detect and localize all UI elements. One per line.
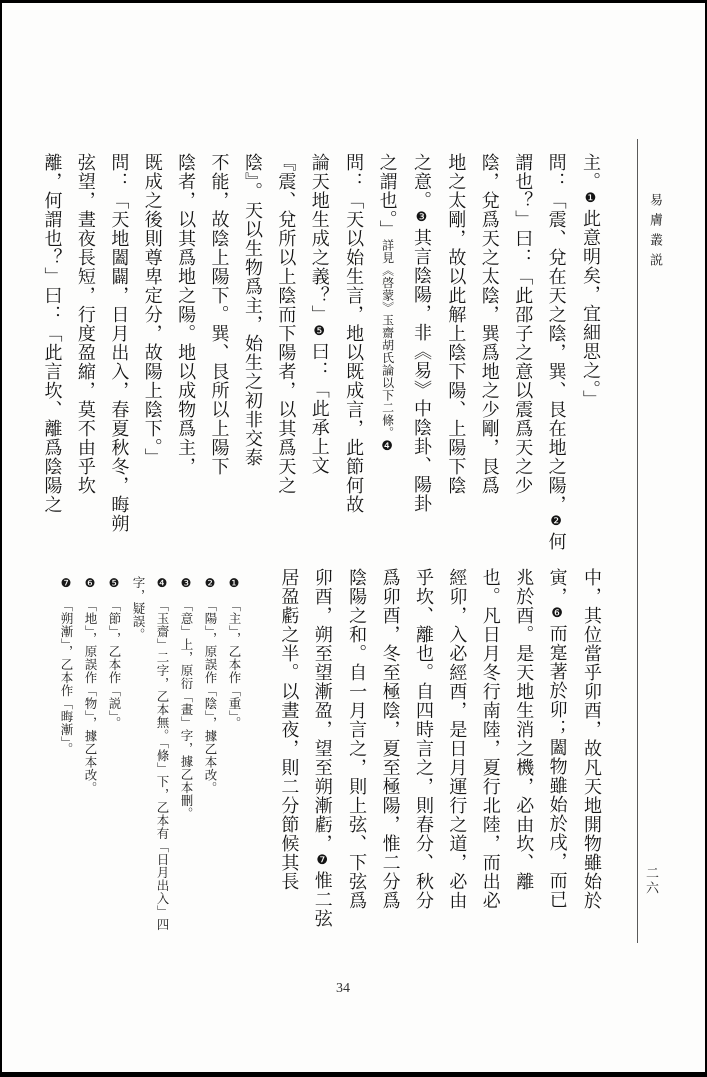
text-column	[222, 576, 246, 948]
text-run: 何	[546, 532, 567, 551]
note-marker: ❹	[155, 576, 169, 590]
text-run: 論天地生成之義？」	[309, 153, 330, 324]
text-run: 而寔著於卯；闔物雖始於戌，而已	[547, 624, 568, 909]
note-marker: ❼	[59, 576, 73, 590]
text-column	[135, 153, 168, 557]
note-marker: ❹	[380, 439, 396, 454]
text-run: 陰陽之和。自一月言之，則上弦、下弦爲	[347, 568, 368, 910]
margin-rule	[637, 139, 638, 943]
note-marker: ❻	[550, 606, 566, 621]
text-column	[302, 153, 336, 557]
text-run: 乎坎、離也。自四時言之，則春分、秋分	[413, 568, 434, 910]
text-run: 弦望，晝夜長短，行度盈縮，莫不由乎坎	[75, 153, 96, 495]
text-column	[198, 576, 222, 948]
text-column	[574, 153, 608, 557]
text-column	[69, 153, 102, 557]
text-run: 兆於酉。是天地生消之機，必由坎、離	[514, 568, 535, 891]
text-column	[506, 153, 539, 557]
text-column	[78, 576, 102, 948]
text-column	[272, 568, 305, 948]
inline-commentary: 詳見《啓蒙》玉齋胡氏論以下二條。	[380, 239, 395, 439]
text-column	[202, 153, 235, 557]
text-column	[373, 568, 406, 948]
text-run: 「節」，乙本作「説」。	[107, 599, 121, 730]
text-column	[174, 576, 198, 948]
text-column	[439, 153, 472, 557]
text-run: 陰者，以其爲地之陽。地以成物爲主，	[176, 153, 197, 476]
text-run: 字，疑誤。	[131, 576, 145, 641]
text-run: 爲卯酉，冬至極陰，夏至極陽，惟二分爲	[380, 568, 401, 910]
running-head-title: 易膚叢説	[648, 193, 663, 273]
text-run: 不能，故陰上陽下。巽、艮所以上陽下	[209, 153, 230, 476]
note-marker: ❷	[203, 576, 217, 590]
top-text-block	[38, 153, 608, 557]
text-run: 「主」，乙本作「重」。	[227, 599, 241, 730]
note-marker: ❷	[549, 514, 565, 529]
text-run: 問：「震、兌在天之陰，巽、艮在地之陽，	[546, 153, 567, 514]
note-marker: ❺	[107, 576, 121, 590]
text-run: 「地」，原誤作「物」，據乙本改。	[83, 599, 97, 795]
text-run: 之謂也。」	[377, 153, 398, 239]
note-marker: ❸	[179, 576, 193, 590]
text-column	[305, 568, 339, 948]
text-column	[370, 153, 404, 557]
text-run: 其言陰陽，非《易》中陰卦、陽卦	[411, 228, 432, 513]
text-column	[35, 153, 68, 557]
note-marker: ❸	[414, 210, 430, 225]
text-run: 此意明矣，宜細思之。」	[581, 209, 601, 409]
text-column	[407, 568, 440, 948]
page-number: 34	[336, 981, 350, 996]
scan-edge-top	[0, 0, 707, 3]
folio-number: 二六	[644, 866, 659, 896]
text-run: 惟二弦	[312, 871, 333, 928]
text-run: 問：「天地闔闢，日月出入，春夏秋冬，晦朔	[109, 153, 130, 533]
footnotes-block	[50, 576, 246, 948]
text-run: 寅，	[547, 568, 568, 606]
text-column	[540, 568, 574, 948]
text-column	[405, 153, 439, 557]
text-run: 陰』。天以生物爲主，始生之初非交泰	[242, 153, 263, 467]
text-column	[269, 153, 302, 557]
text-run: 地之太剛，故以此解上陰下陽、上陽下陰	[446, 153, 467, 495]
text-run: 卯酉，朔至望漸盈，望至朔漸虧，	[312, 568, 333, 853]
text-column	[102, 576, 126, 948]
note-marker: ❺	[312, 324, 328, 339]
note-marker: ❶	[584, 191, 599, 206]
text-run: 居盈虧之半。以晝夜，則二分節候其長	[279, 568, 300, 891]
text-run: 曰：「此承上文	[309, 342, 330, 475]
text-column	[236, 153, 269, 557]
text-column	[340, 568, 373, 948]
text-column	[169, 153, 202, 557]
text-run: 離，何謂也？」曰：「此言坎、離爲陰陽之	[42, 153, 63, 514]
text-column	[337, 153, 370, 557]
text-column	[473, 568, 506, 948]
text-run: 也。凡日月冬行南陸，夏行北陸，而出必	[480, 568, 501, 910]
note-marker: ❻	[83, 576, 97, 590]
text-run: 既成之後則尊卑定分，故陽上陰下。」	[142, 153, 163, 467]
text-run: 謂也？」曰：「此邵子之意以震爲天之少	[513, 153, 534, 495]
text-column	[539, 153, 573, 557]
text-column	[575, 568, 608, 948]
text-run: 中，其位當乎卯酉，故凡天地開物雖始於	[582, 568, 602, 910]
note-marker: ❼	[315, 853, 331, 868]
scan-edge-left	[0, 0, 2, 1077]
text-column	[102, 153, 135, 557]
text-column	[507, 568, 540, 948]
text-run: 「陽」，原誤作「陰」，據乙本改。	[203, 599, 217, 795]
text-run: 『震、兌所以上陰而下陽者，以其爲天之	[276, 153, 297, 495]
text-column	[150, 576, 174, 948]
text-column	[440, 568, 473, 948]
text-column	[54, 576, 78, 948]
bottom-text-block	[270, 568, 608, 948]
text-run: 「玉齋」二字，乙本無。「條」下，乙本有「日月出入」四	[155, 599, 169, 931]
text-run: 之意。	[411, 153, 432, 210]
scan-edge-bottom	[0, 1072, 707, 1077]
text-run: 問：「天以始生言，地以既成言，此節何故	[344, 153, 365, 514]
text-column	[472, 153, 505, 557]
note-marker: ❶	[227, 576, 241, 590]
text-run: 「意」上，原衍「畫」字，據乙本刪。	[179, 599, 193, 820]
text-run: 陰，兌爲天之太陰，巽爲地之少剛，艮爲	[479, 153, 500, 495]
text-column	[126, 576, 150, 948]
text-run: 「朔漸」，乙本作「晦漸」。	[59, 599, 73, 756]
text-run: 經卯，入必經酉，是日月運行之道，必由	[447, 568, 468, 910]
text-run: 主。	[581, 153, 601, 191]
